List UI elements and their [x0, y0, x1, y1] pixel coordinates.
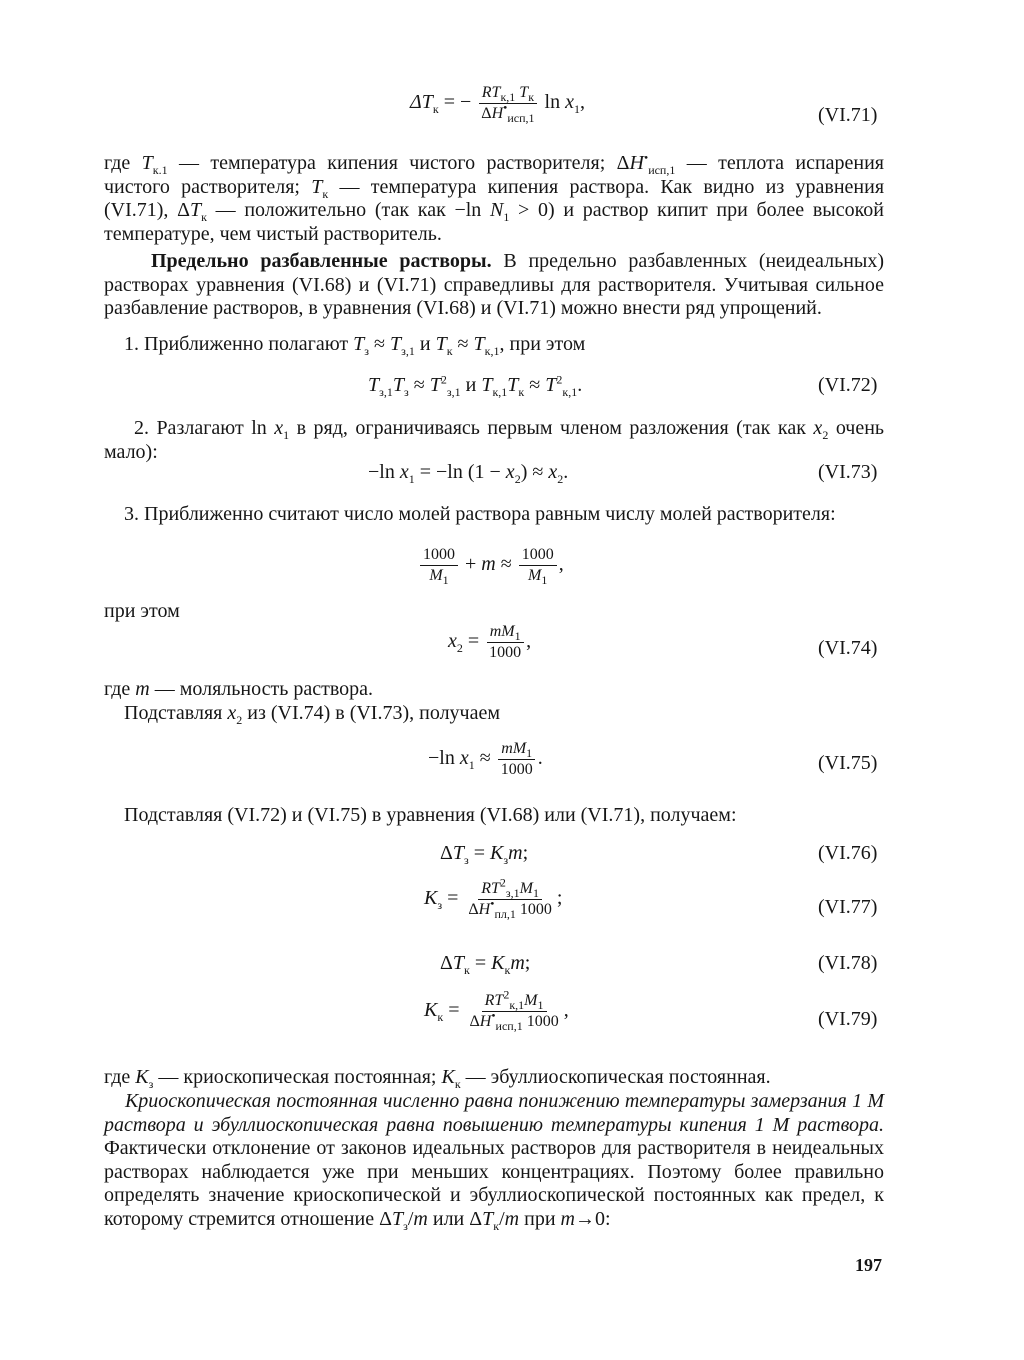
paragraph-constants-meaning: Криоскопическая постоянная численно равна понижению температуры замерзания 1 М раствора и эбуллиоскопическая равна повышению температуры кипения 1 М раствора. Фактически отклонение от законов идеальных растворов для растворителя в неидеальных растворах наблюдается уже при меньших концентрациях. Поэтому более правильно определять значение криоскопической и эбуллиоскопической постоянных как предел, к которому стремится отношение $\Delta T_з/m$ или $\Delta T_к/m$ при m→0: [104, 1090, 885, 1233]
paragraph-item-1: 1. Приближенно полагают $T_з \approx T_{з,1}$ и $T_к \approx T_{к,1}$, при этом [124, 333, 586, 358]
equation-number: (VI.76) [818, 842, 878, 864]
equation-moles: $\frac{1000}{M_1}$ + m ≈ $\frac{1000}{M_1}$ , [0, 546, 1024, 547]
equation-number: (VI.73) [818, 461, 878, 483]
paragraph-substitute-72-75: Подставляя (VI.72) и (VI.75) в уравнения (VI.68) или (VI.71), получаем: [124, 804, 737, 826]
equation-number: (VI.77) [818, 896, 878, 918]
equation-vi-73: −ln $x_1 = -\ln$ $(1 - x_2) \approx x_2$. (VI.73) [368, 461, 878, 486]
paragraph-molality: где m — моляльность раствора. [104, 678, 374, 700]
at-this-label: при этом [104, 600, 180, 622]
equation-vi-71: $\Delta T_к$ = − $\frac{RT_{к,1} T_к}{\Delta H^•_{исп,1}}$ $\ln x_1$, (VI.71) [410, 84, 878, 126]
paragraph-item-2: 2. Разлагают $\ln x_1$ в ряд, ограничиваясь первым членом разложения (так как $x_2$ очень мало): [104, 417, 885, 463]
equation-number: (VI.75) [818, 752, 878, 774]
equation-number: (VI.79) [818, 1008, 878, 1030]
equation-number: (VI.72) [818, 374, 878, 396]
equation-number: (VI.74) [818, 637, 878, 659]
paragraph-definitions: где $T_{к.1}$ — температура кипения чистого растворителя; $\Delta H^•_{исп,1}$ — теплота испарения чистого растворителя; $T_к$ — температура кипения раствора. Как видно из уравнения (VI.71), $\Delta T_к$ — положительно (так как −ln $N_1 > 0$) и раствор кипит при более высокой температуре, чем чистый растворитель. [104, 150, 885, 245]
equation-vi-78: $\Delta T_к = K_кm$; (VI.78) [440, 952, 878, 977]
page-number: 197 [855, 1255, 882, 1275]
equation-vi-79: $K_к$ = $\frac{RT^2_{к,1}M_1}{\Delta H^•_{исп,1} 1000}$ , (VI.79) [424, 987, 878, 1034]
equation-number: (VI.71) [818, 104, 878, 126]
paragraph-constants-definition: где $K_з$ — криоскопическая постоянная; $K_к$ — эбуллиоскопическая постоянная. [104, 1066, 771, 1091]
equation-vi-72: $T_{з,1}T_з \approx T^2_{з,1}$ и $T_{к,1}T_к \approx T^2_{к,1}$. (VI.72) [368, 372, 878, 399]
paragraph-substitute-x2: Подставляя $x_2$ из (VI.74) в (VI.73), получаем [124, 702, 501, 727]
equation-vi-76: $\Delta T_з = K_зm$; (VI.76) [440, 842, 878, 867]
paragraph-dilute-solutions: Предельно разбавленные растворы. В предельно разбавленных (неидеальных) растворах уравнения (VI.68) и (VI.71) справедливы для растворителя. Учитывая сильное разбавление растворов, в уравнения (VI.68) и (VI.71) можно внести ряд упрощений. [104, 250, 885, 319]
paragraph-item-3: 3. Приближенно считают число молей раствора равным числу молей растворителя: [124, 503, 836, 525]
equation-vi-74: $x_2$ = $\frac{mM_1}{1000}$ , (VI.74) [448, 623, 878, 661]
equation-number: (VI.78) [818, 952, 878, 974]
equation-vi-77: $K_з$ = $\frac{RT^2_{з,1}M_1}{\Delta H^•_{пл,1} 1000}$ ; (VI.77) [424, 875, 878, 922]
equation-vi-75: −ln $x_1$ ≈ $\frac{mM_1}{1000}$ . (VI.75) [428, 740, 878, 778]
